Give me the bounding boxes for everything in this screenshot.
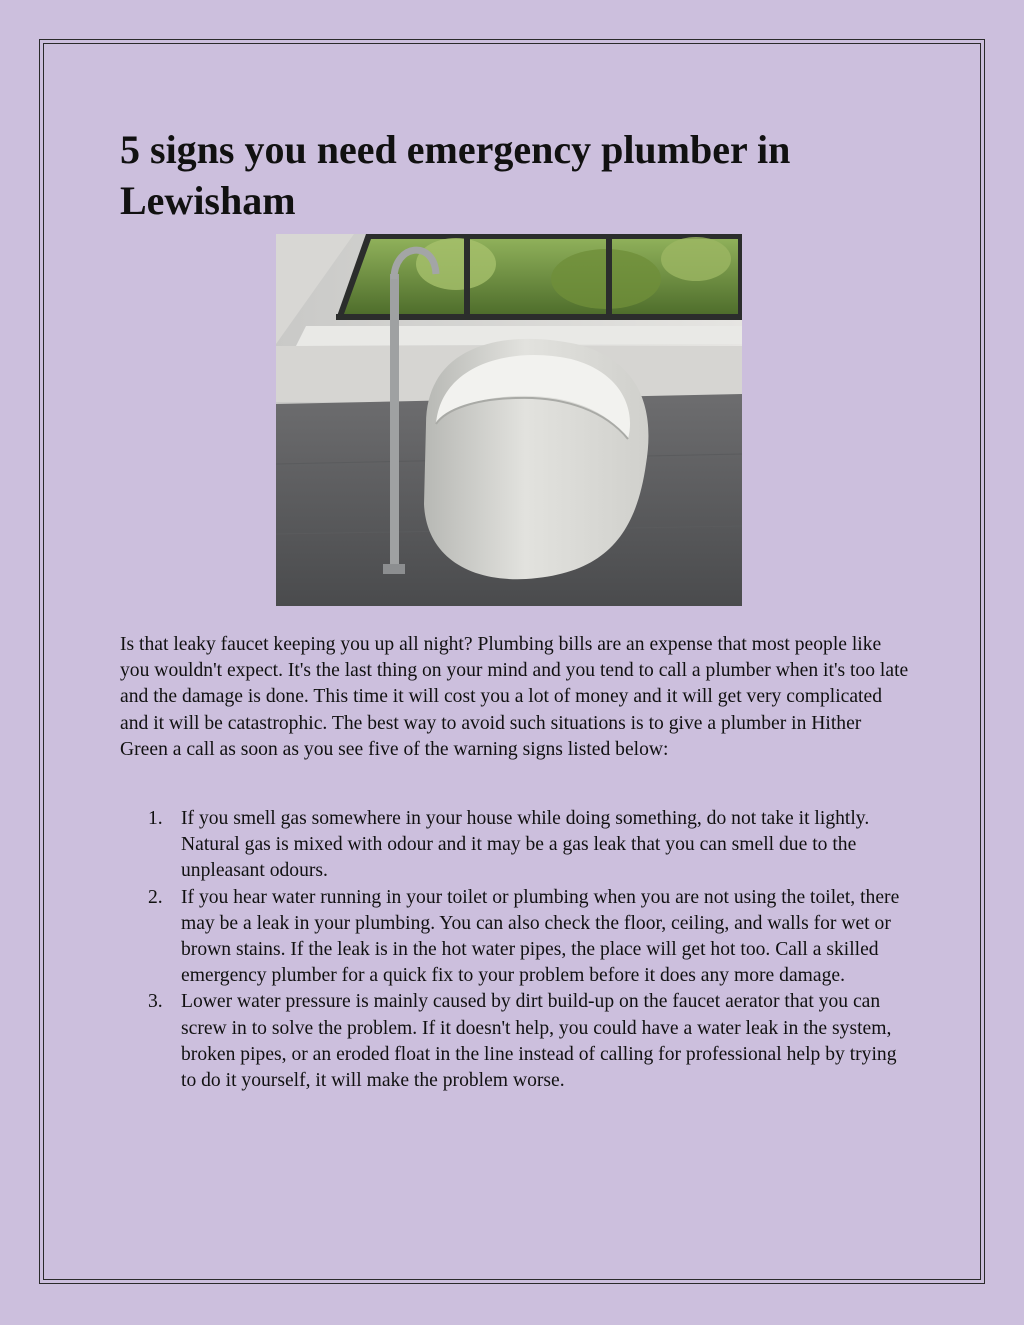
list-number: 2. xyxy=(148,886,163,908)
list-item-text: If you hear water running in your toilet or plumbing when you are not using the toilet, there may be a leak in your plumbing. You can also check the floor, ceiling, and walls for wet or brown stains. If the leak is in the hot water pipes, the place will get hot too. Call a skilled emergency plumber for a quick fix to your problem before it does any more damage. xyxy=(181,886,900,987)
list-number: 3. xyxy=(148,991,163,1013)
list-item xyxy=(120,885,910,990)
intro-paragraph: Is that leaky faucet keeping you up all night? Plumbing bills are an expense that most people like you wouldn't expect. It's the last thing on your mind and you tend to call a plumber when it's too late and the damage is done. This time it will cost you a lot of money and it will get very complicated and it will be catastrophic. The best way to avoid such situations is to give a plumber in Hither Green a call as soon as you see five of the warning signs listed below: xyxy=(120,634,909,760)
document-title: 5 signs you need emergency plumber in Lewisham xyxy=(120,127,791,223)
list-item-text: Lower water pressure is mainly caused by dirt build-up on the faucet aerator that you can screw in to solve the problem. If it doesn't help, you could have a water leak in the system, broken pipes, or an eroded float in the line instead of calling for professional help by trying to do it yourself, it will make the problem worse. xyxy=(181,991,897,1092)
list-number: 1. xyxy=(148,808,163,829)
bathtub-photo xyxy=(276,234,742,606)
list-item xyxy=(120,989,910,1094)
list-item xyxy=(120,806,910,885)
warning-signs-list xyxy=(120,806,910,1094)
list-item-text: If you smell gas somewhere in your house while doing something, do not take it lightly. Natural gas is mixed with odour and it may be a gas leak that you can smell due to the unpleasant odours. xyxy=(181,808,870,882)
